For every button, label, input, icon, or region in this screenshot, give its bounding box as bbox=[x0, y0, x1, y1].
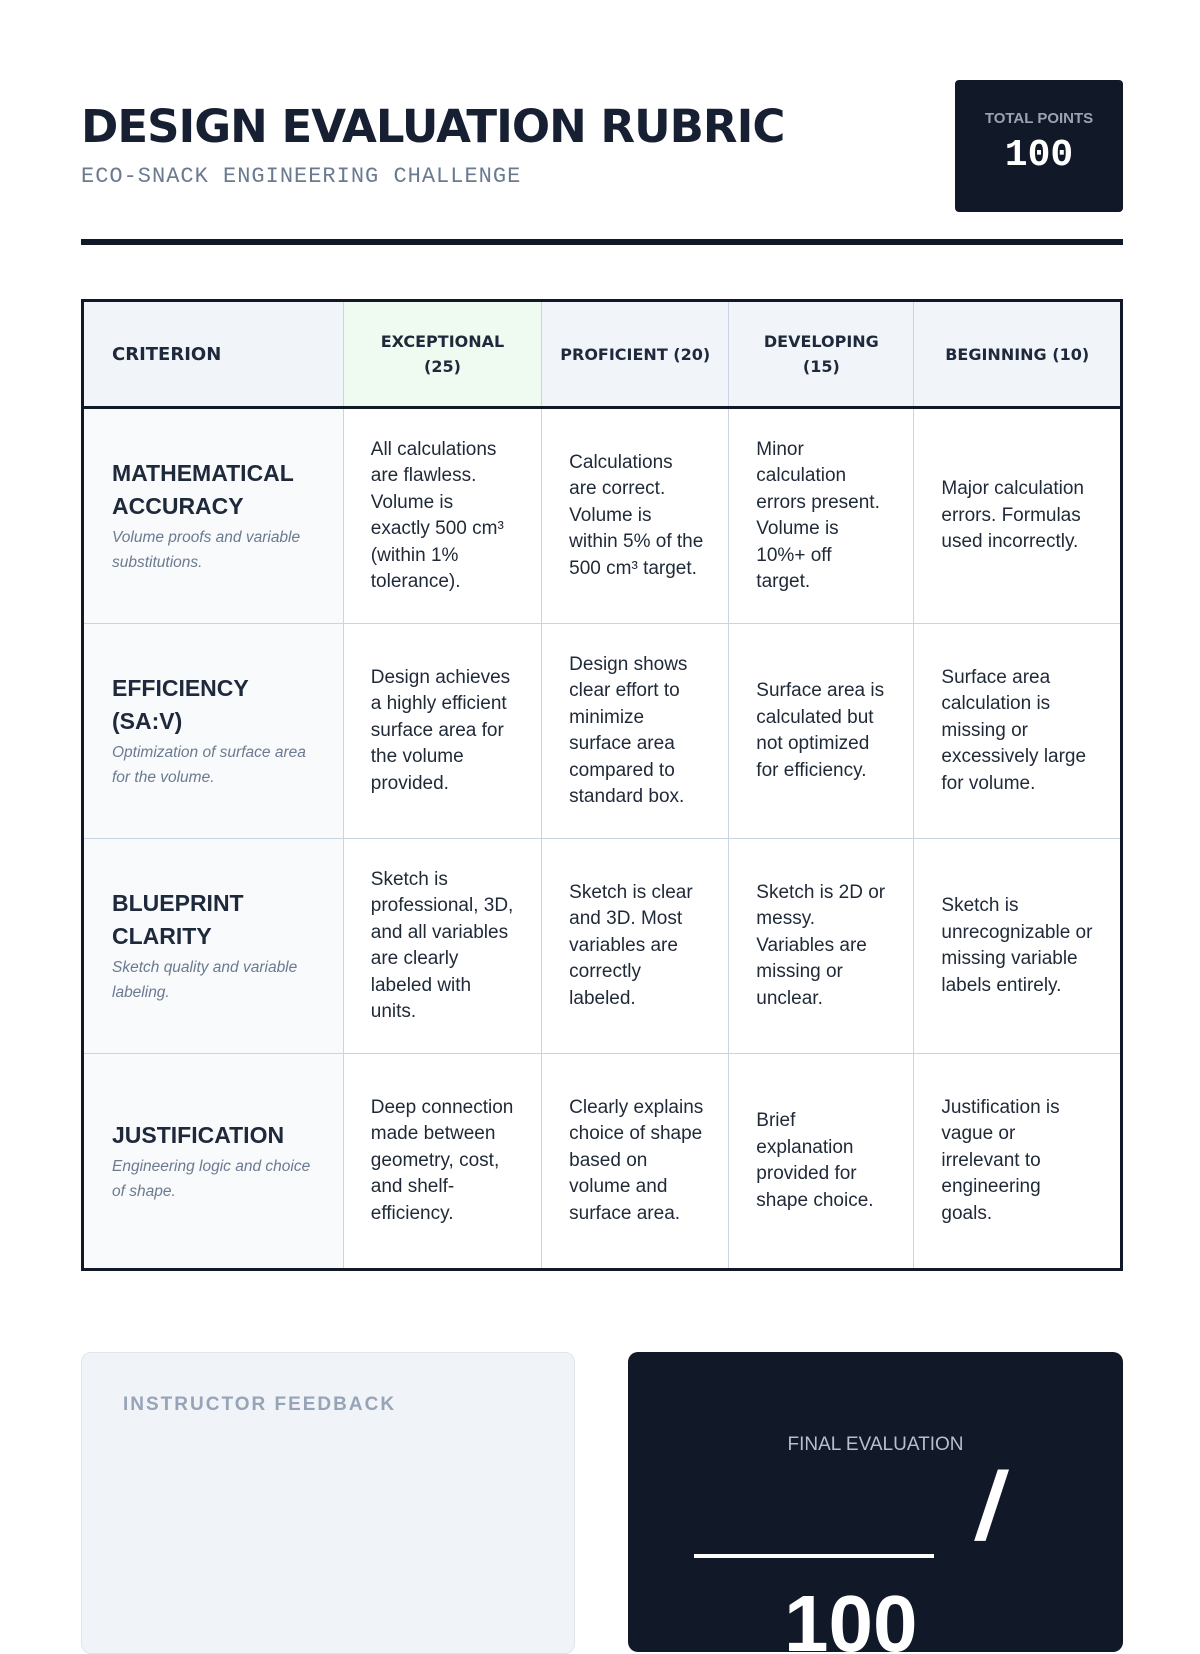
column-header-developing: DEVELOPING (15) bbox=[729, 301, 914, 408]
instructor-feedback-label: INSTRUCTOR FEEDBACK bbox=[123, 1394, 397, 1415]
page-subtitle: ECO-SNACK ENGINEERING CHALLENGE bbox=[81, 164, 522, 189]
exceptional-cell: Design achieves a highly efficient surface area for the volume provided. bbox=[343, 624, 541, 839]
exceptional-cell: Sketch is professional, 3D, and all variables are clearly labeled with units. bbox=[343, 839, 541, 1054]
total-points-label: TOTAL POINTS bbox=[984, 110, 1094, 127]
instructor-feedback-box[interactable] bbox=[81, 1352, 575, 1654]
beginning-cell: Sketch is unrecognizable or missing variable labels entirely. bbox=[914, 839, 1122, 1054]
table-row bbox=[83, 624, 1122, 839]
developing-cell: Surface area is calculated but not optimized for efficiency. bbox=[729, 624, 914, 839]
beginning-cell: Surface area calculation is missing or excessively large for volume. bbox=[914, 624, 1122, 839]
column-header-exceptional: EXCEPTIONAL (25) bbox=[343, 301, 541, 408]
proficient-cell: Design shows clear effort to minimize surface area compared to standard box. bbox=[542, 624, 729, 839]
criterion-cell bbox=[83, 1054, 344, 1270]
rubric-header-row bbox=[83, 301, 1122, 408]
exceptional-cell: All calculations are flawless. Volume is exactly 500 cm³ (within 1% tolerance). bbox=[343, 408, 541, 624]
developing-cell: Sketch is 2D or messy. Variables are missing or unclear. bbox=[729, 839, 914, 1054]
proficient-cell: Sketch is clear and 3D. Most variables are correctly labeled. bbox=[542, 839, 729, 1054]
total-points-value: 100 bbox=[1004, 134, 1074, 177]
score-entry-line[interactable] bbox=[694, 1554, 934, 1558]
criterion-description: Engineering logic and choice of shape. bbox=[112, 1157, 311, 1200]
developing-cell: Minor calculation errors present. Volume is 10%+ off target. bbox=[729, 408, 914, 624]
proficient-cell: Calculations are correct. Volume is within 5% of the 500 cm³ target. bbox=[542, 408, 729, 624]
page-header bbox=[81, 80, 1123, 246]
rubric-table bbox=[81, 299, 1123, 1271]
table-row bbox=[83, 1054, 1122, 1270]
criterion-name: EFFICIENCY (SA:V) bbox=[112, 675, 249, 734]
criterion-name: BLUEPRINT CLARITY bbox=[112, 890, 244, 949]
criterion-description: Optimization of surface area for the volume. bbox=[112, 744, 306, 786]
beginning-cell: Justification is vague or irrelevant to engineering goals. bbox=[914, 1054, 1122, 1270]
criterion-description: Sketch quality and variable labeling. bbox=[112, 959, 298, 1001]
final-evaluation-label: FINAL EVALUATION bbox=[787, 1434, 964, 1455]
criterion-cell bbox=[83, 408, 344, 624]
beginning-cell: Major calculation errors. Formulas used incorrectly. bbox=[914, 408, 1122, 624]
final-total-points: 100 bbox=[784, 1579, 918, 1652]
score-separator: / bbox=[970, 1453, 1013, 1560]
column-header-proficient: PROFICIENT (20) bbox=[542, 301, 729, 408]
total-points-box bbox=[955, 80, 1123, 212]
criterion-description: Volume proofs and variable substitutions. bbox=[112, 529, 301, 571]
proficient-cell: Clearly explains choice of shape based on volume and surface area. bbox=[542, 1054, 729, 1270]
final-evaluation-box bbox=[628, 1352, 1123, 1652]
criterion-name: MATHEMATICAL ACCURACY bbox=[112, 460, 294, 519]
page-title: DESIGN EVALUATION RUBRIC bbox=[81, 100, 785, 153]
criterion-cell bbox=[83, 624, 344, 839]
criterion-cell bbox=[83, 839, 344, 1054]
column-header-criterion: CRITERION bbox=[83, 301, 344, 408]
table-row bbox=[83, 408, 1122, 624]
header-divider bbox=[81, 239, 1123, 245]
table-row bbox=[83, 839, 1122, 1054]
developing-cell: Brief explanation provided for shape choice. bbox=[729, 1054, 914, 1270]
column-header-beginning: BEGINNING (10) bbox=[914, 301, 1122, 408]
exceptional-cell: Deep connection made between geometry, cost, and shelf-efficiency. bbox=[343, 1054, 541, 1270]
criterion-name: JUSTIFICATION bbox=[112, 1121, 285, 1148]
